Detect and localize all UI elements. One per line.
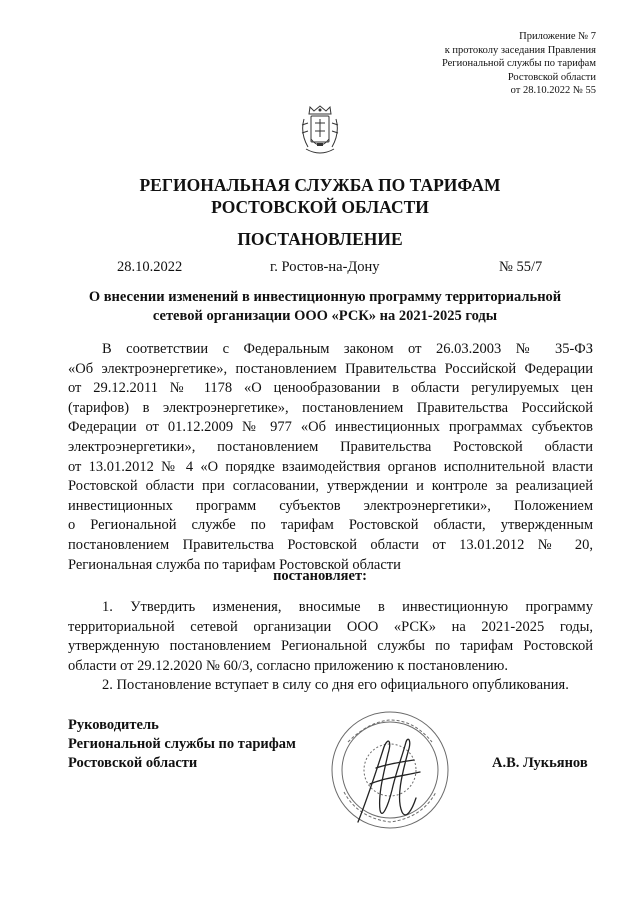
- signatory-name: А.В. Лукьянов: [492, 755, 588, 771]
- preamble-line: инвестиционных программ субъектов электроэнергетики», Положением: [68, 497, 593, 514]
- document-city: г. Ростов-на-Дону: [270, 259, 380, 275]
- preamble-line: (тарифов) в электроэнергетике», постановлением Правительства Российской: [68, 399, 593, 416]
- official-seal-icon: [318, 702, 468, 842]
- clauses-paragraph: [68, 598, 593, 696]
- document-date: 28.10.2022: [117, 259, 183, 275]
- preamble-paragraph: [68, 340, 593, 575]
- signatory-title-line: Региональной службы по тарифам: [68, 736, 296, 752]
- org-line: РОСТОВСКОЙ ОБЛАСТИ: [211, 197, 429, 217]
- preamble-line: «Об электроэнергетике», постановлением Правительства Российской Федерации: [68, 360, 593, 377]
- org-line: РЕГИОНАЛЬНАЯ СЛУЖБА ПО ТАРИФАМ: [139, 175, 501, 195]
- decree-word: постановляет:: [273, 568, 367, 584]
- document-subject: [60, 288, 590, 326]
- preamble-line: электроэнергетики», постановлением Правительства Ростовской области: [68, 438, 593, 455]
- clause-line: области от 29.12.2020 № 60/3, согласно приложению к постановлению.: [68, 657, 508, 674]
- signatory-title-line: Ростовской области: [68, 755, 198, 771]
- organization-name: [0, 174, 640, 218]
- preamble-line: постановлением Правительства Ростовской области от 13.01.2012 № 20,: [68, 536, 593, 553]
- document-type: ПОСТАНОВЛЕНИЕ: [237, 229, 403, 249]
- clause-line: 2. Постановление вступает в силу со дня его официального опубликования.: [102, 677, 569, 694]
- appendix-line: к протоколу заседания Правления: [444, 44, 596, 56]
- clause-line: территориальной сетевой организации ООО «РСК» на 2021-2025 годы,: [68, 618, 593, 635]
- signatory-title: [68, 716, 296, 773]
- preamble-line: Ростовской области при согласовании, утверждении и контроле за реализацией: [68, 478, 593, 495]
- subject-line: О внесении изменений в инвестиционную программу территориальной: [88, 289, 562, 305]
- clause-line: 1. Утвердить изменения, вносимые в инвестиционную программу: [102, 599, 593, 615]
- document-number: № 55/7: [499, 259, 543, 275]
- coat-of-arms-icon: [298, 103, 342, 159]
- appendix-line: Региональной службы по тарифам: [441, 58, 596, 69]
- clause-line: утвержденную постановлением Региональной службы по тарифам Ростовской: [68, 638, 593, 655]
- preamble-line: от 13.01.2012 № 4 «О порядке взаимодействия органов исполнительной власти: [68, 458, 593, 475]
- appendix-line: от 28.10.2022 № 55: [510, 85, 596, 96]
- preamble-line: о Региональной службе по тарифам Ростовской области, утвержденным: [68, 517, 593, 534]
- preamble-line: Региональная служба по тарифам Ростовской области: [68, 556, 401, 573]
- signatory-title-line: Руководитель: [68, 717, 159, 733]
- appendix-note: [336, 30, 596, 98]
- appendix-line: Ростовской области: [507, 71, 596, 83]
- subject-line: сетевой организации ООО «РСК» на 2021-2025 годы: [152, 308, 498, 324]
- appendix-line: Приложение № 7: [519, 31, 596, 42]
- preamble-line: Федерации от 01.12.2009 № 977 «Об инвестиционных программах субъектов: [68, 419, 593, 436]
- preamble-line: от 29.12.2011 № 1178 «О ценообразовании в области регулируемых цен: [68, 380, 593, 397]
- preamble-line: В соответствии с Федеральным законом от 26.03.2003 № 35-ФЗ: [102, 341, 593, 357]
